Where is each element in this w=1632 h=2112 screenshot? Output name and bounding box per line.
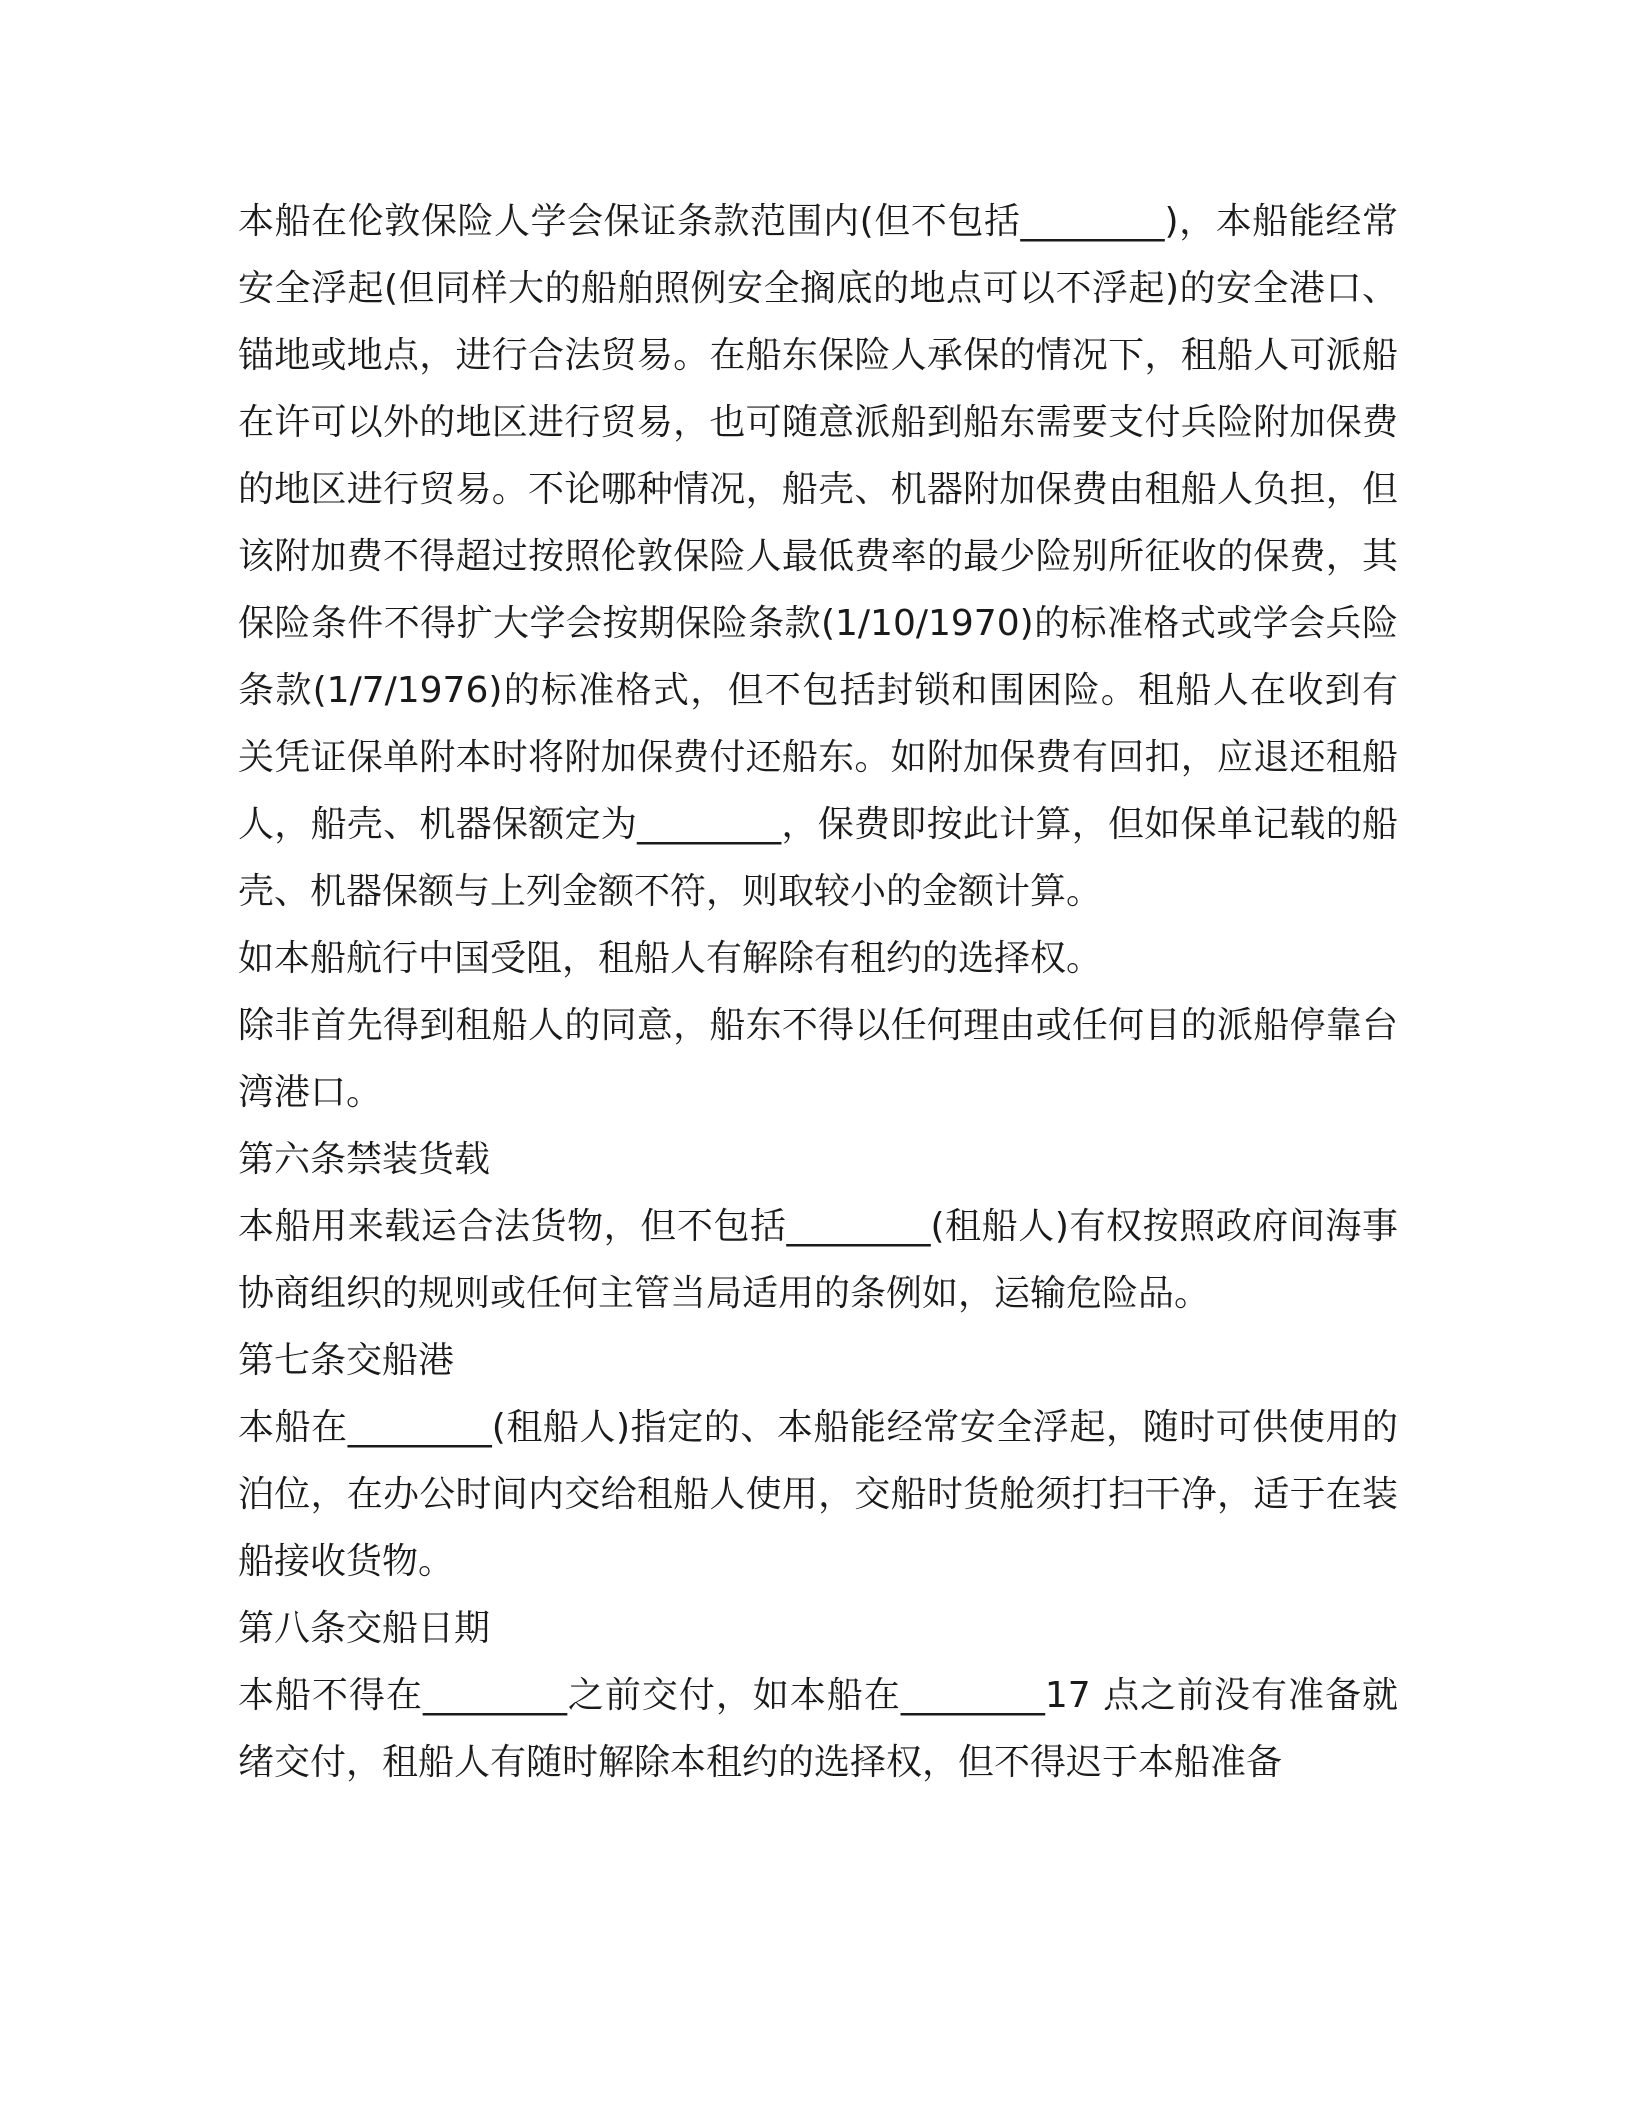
article-8-heading: 第八条交船日期 xyxy=(238,1608,491,1649)
article-6-body: 本船用来载运合法货物，但不包括________(租船人)有权按照政府间海事协商组织的规则或任何主管当局适用的条例如，运输危险品。 xyxy=(238,1206,1398,1314)
document-page xyxy=(238,188,1398,1796)
china-navigation-paragraph: 如本船航行中国受阻，租船人有解除有租约的选择权。 xyxy=(238,938,1103,979)
taiwan-port-paragraph: 除非首先得到租船人的同意，船东不得以任何理由或任何目的派船停靠台湾港口。 xyxy=(238,1005,1398,1113)
insurance-clause-paragraph: 本船在伦敦保险人学会保证条款范围内(但不包括________)，本船能经常安全浮起(但同样大的船舶照例安全搁底的地点可以不浮起)的安全港口、锚地或地点，进行合法贸易。在船东保险人承保的情况下，租船人可派船在许可以外的地区进行贸易，也可随意派船到船东需要支付兵险附加保费的地区进行贸易。不论哪种情况，船壳、机器附加保费由租船人负担，但该附加费不得超过按照伦敦保险人最低费率的最少险别所征收的保费，其保险条件不得扩大学会按期保险条款(1/10/1970)的标准格式或学会兵险条款(1/7/1976)的标准格式，但不包括封锁和围困险。租船人在收到有关凭证保单附本时将附加保费付还船东。如附加保费有回扣，应退还租船人，船壳、机器保额定为________，保费即按此计算，但如保单记载的船壳、机器保额与上列金额不符，则取较小的金额计算。 xyxy=(238,201,1398,912)
article-6-heading: 第六条禁装货载 xyxy=(238,1139,491,1180)
article-7-body: 本船在________(租船人)指定的、本船能经常安全浮起，随时可供使用的泊位，在办公时间内交给租船人使用，交船时货舱须打扫干净，适于在装船接收货物。 xyxy=(238,1407,1398,1582)
article-8-body: 本船不得在________之前交付，如本船在________17 点之前没有准备就绪交付，租船人有随时解除本租约的选择权，但不得迟于本船准备 xyxy=(238,1675,1398,1783)
article-7-heading: 第七条交船港 xyxy=(238,1340,455,1381)
